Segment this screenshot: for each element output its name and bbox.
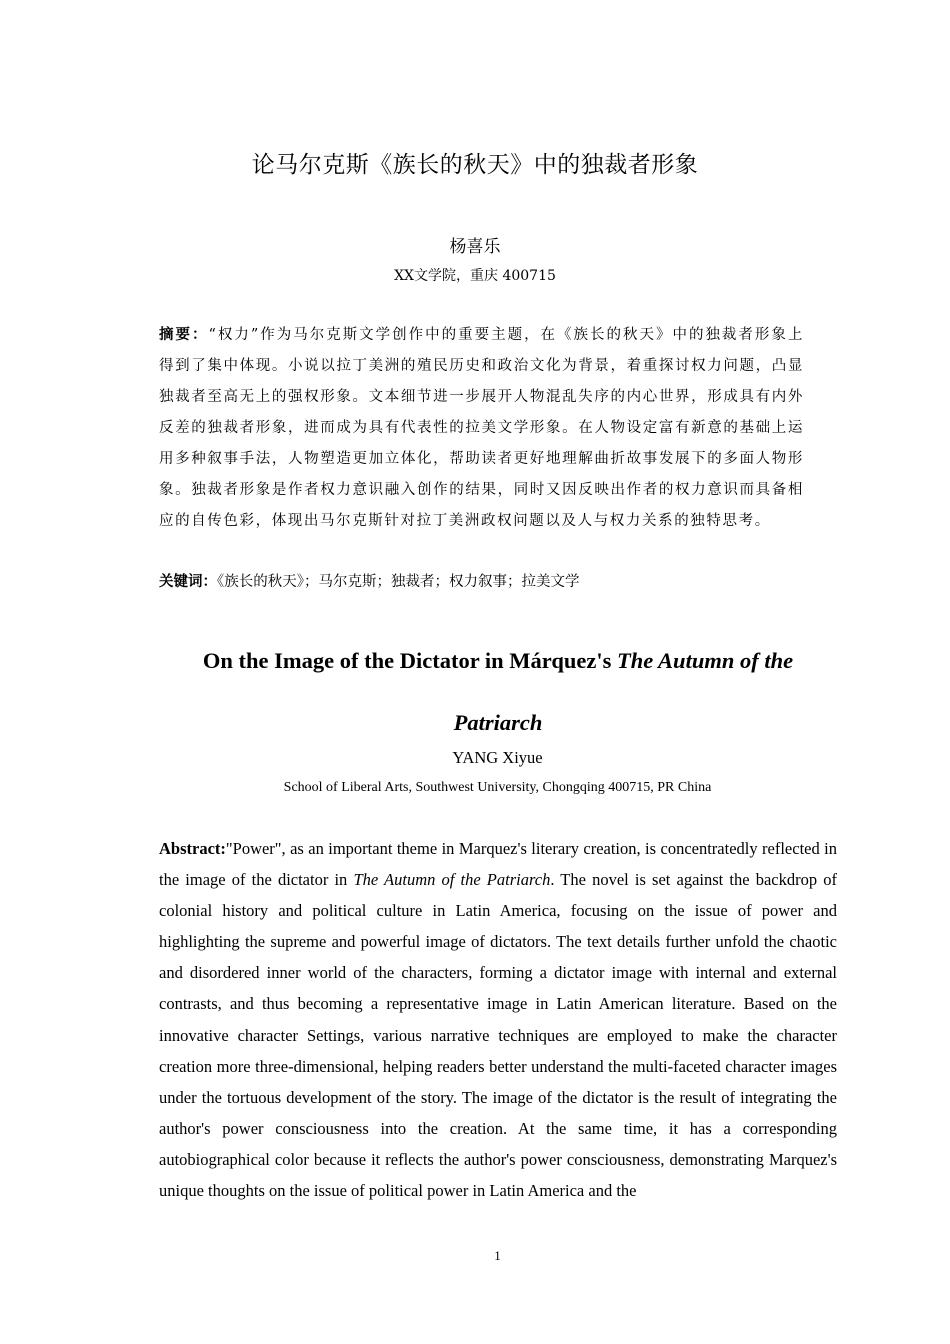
english-abstract-italic: The Autumn of the Patriarch <box>353 870 551 890</box>
english-abstract-label: Abstract: <box>159 839 226 858</box>
chinese-keywords-text: 《族长的秋天》；马尔克斯；独裁者；权力叙事；拉美文学 <box>217 574 580 590</box>
page-number: 1 <box>494 1248 501 1263</box>
english-abstract-text-1: "Power", as an important theme in Marquez's literary creation, is concentratedly reflected in the image of the dictator in <box>159 839 837 890</box>
chinese-keywords <box>159 567 804 598</box>
english-author: YANG Xiyue <box>452 748 543 767</box>
chinese-abstract-text: “权力”作为马尔克斯文学创作中的重要主题，在《族长的秋天》中的独裁者形象上得到了集中体现。小说以拉丁美洲的殖民历史和政治文化为背景，着重探讨权力问题，凸显独裁者至高无上的强权形象。文本细节进一步展开人物混乱失序的内心世界，形成具有内外反差的独裁者形象，进而成为具有代表性的拉美文学形象。在人物设定富有新意的基础上运用多种叙事手法，人物塑造更加立体化，帮助读者更好地理解曲折故事发展下的多面人物形象。独裁者形象是作者权力意识融入创作的结果，同时又因反映出作者的权力意识而具备相应的自传色彩，体现出马尔克斯针对拉丁美洲政权问题以及人与权力关系的独特思考。 <box>159 327 804 529</box>
english-abstract <box>159 833 837 1206</box>
english-affiliation: School of Liberal Arts, Southwest University, Chongqing 400715, PR China <box>283 780 712 795</box>
chinese-title: 论马尔克斯《族长的秋天》中的独裁者形象 <box>251 152 699 178</box>
english-abstract-text-2: . The novel is set against the backdrop of colonial history and political culture in Latin America, focusing on the issue of power and highlighting the supreme and powerful image of dictators. The text details further unfold the chaotic and disordered inner world of the characters, forming a dictator image with internal and external contrasts, and thus becoming a representative image in Latin American literature. Based on the innovative character Settings, various narrative techniques are employed to make the character creation more three-dimensional, helping readers better understand the multi-faceted character images under the tortuous development of the story. The image of the dictator is the result of integrating the author's power consciousness into the creation. At the same time, it has a corresponding autobiographical color because it reflects the author's power consciousness, demonstrating Marquez's unique thoughts on the issue of political power in Latin America and the <box>159 870 837 1201</box>
english-title-italic: The Autumn of the Patriarch <box>453 648 794 735</box>
chinese-author: 杨喜乐 <box>449 237 501 257</box>
chinese-keywords-label: 关键词： <box>159 574 217 590</box>
chinese-abstract <box>159 320 804 537</box>
english-title-plain: On the Image of the Dictator in Márquez's <box>202 648 618 673</box>
chinese-abstract-label: 摘要： <box>159 327 209 343</box>
chinese-affiliation: XX文学院，重庆 400715 <box>394 268 556 284</box>
english-title <box>190 630 806 754</box>
